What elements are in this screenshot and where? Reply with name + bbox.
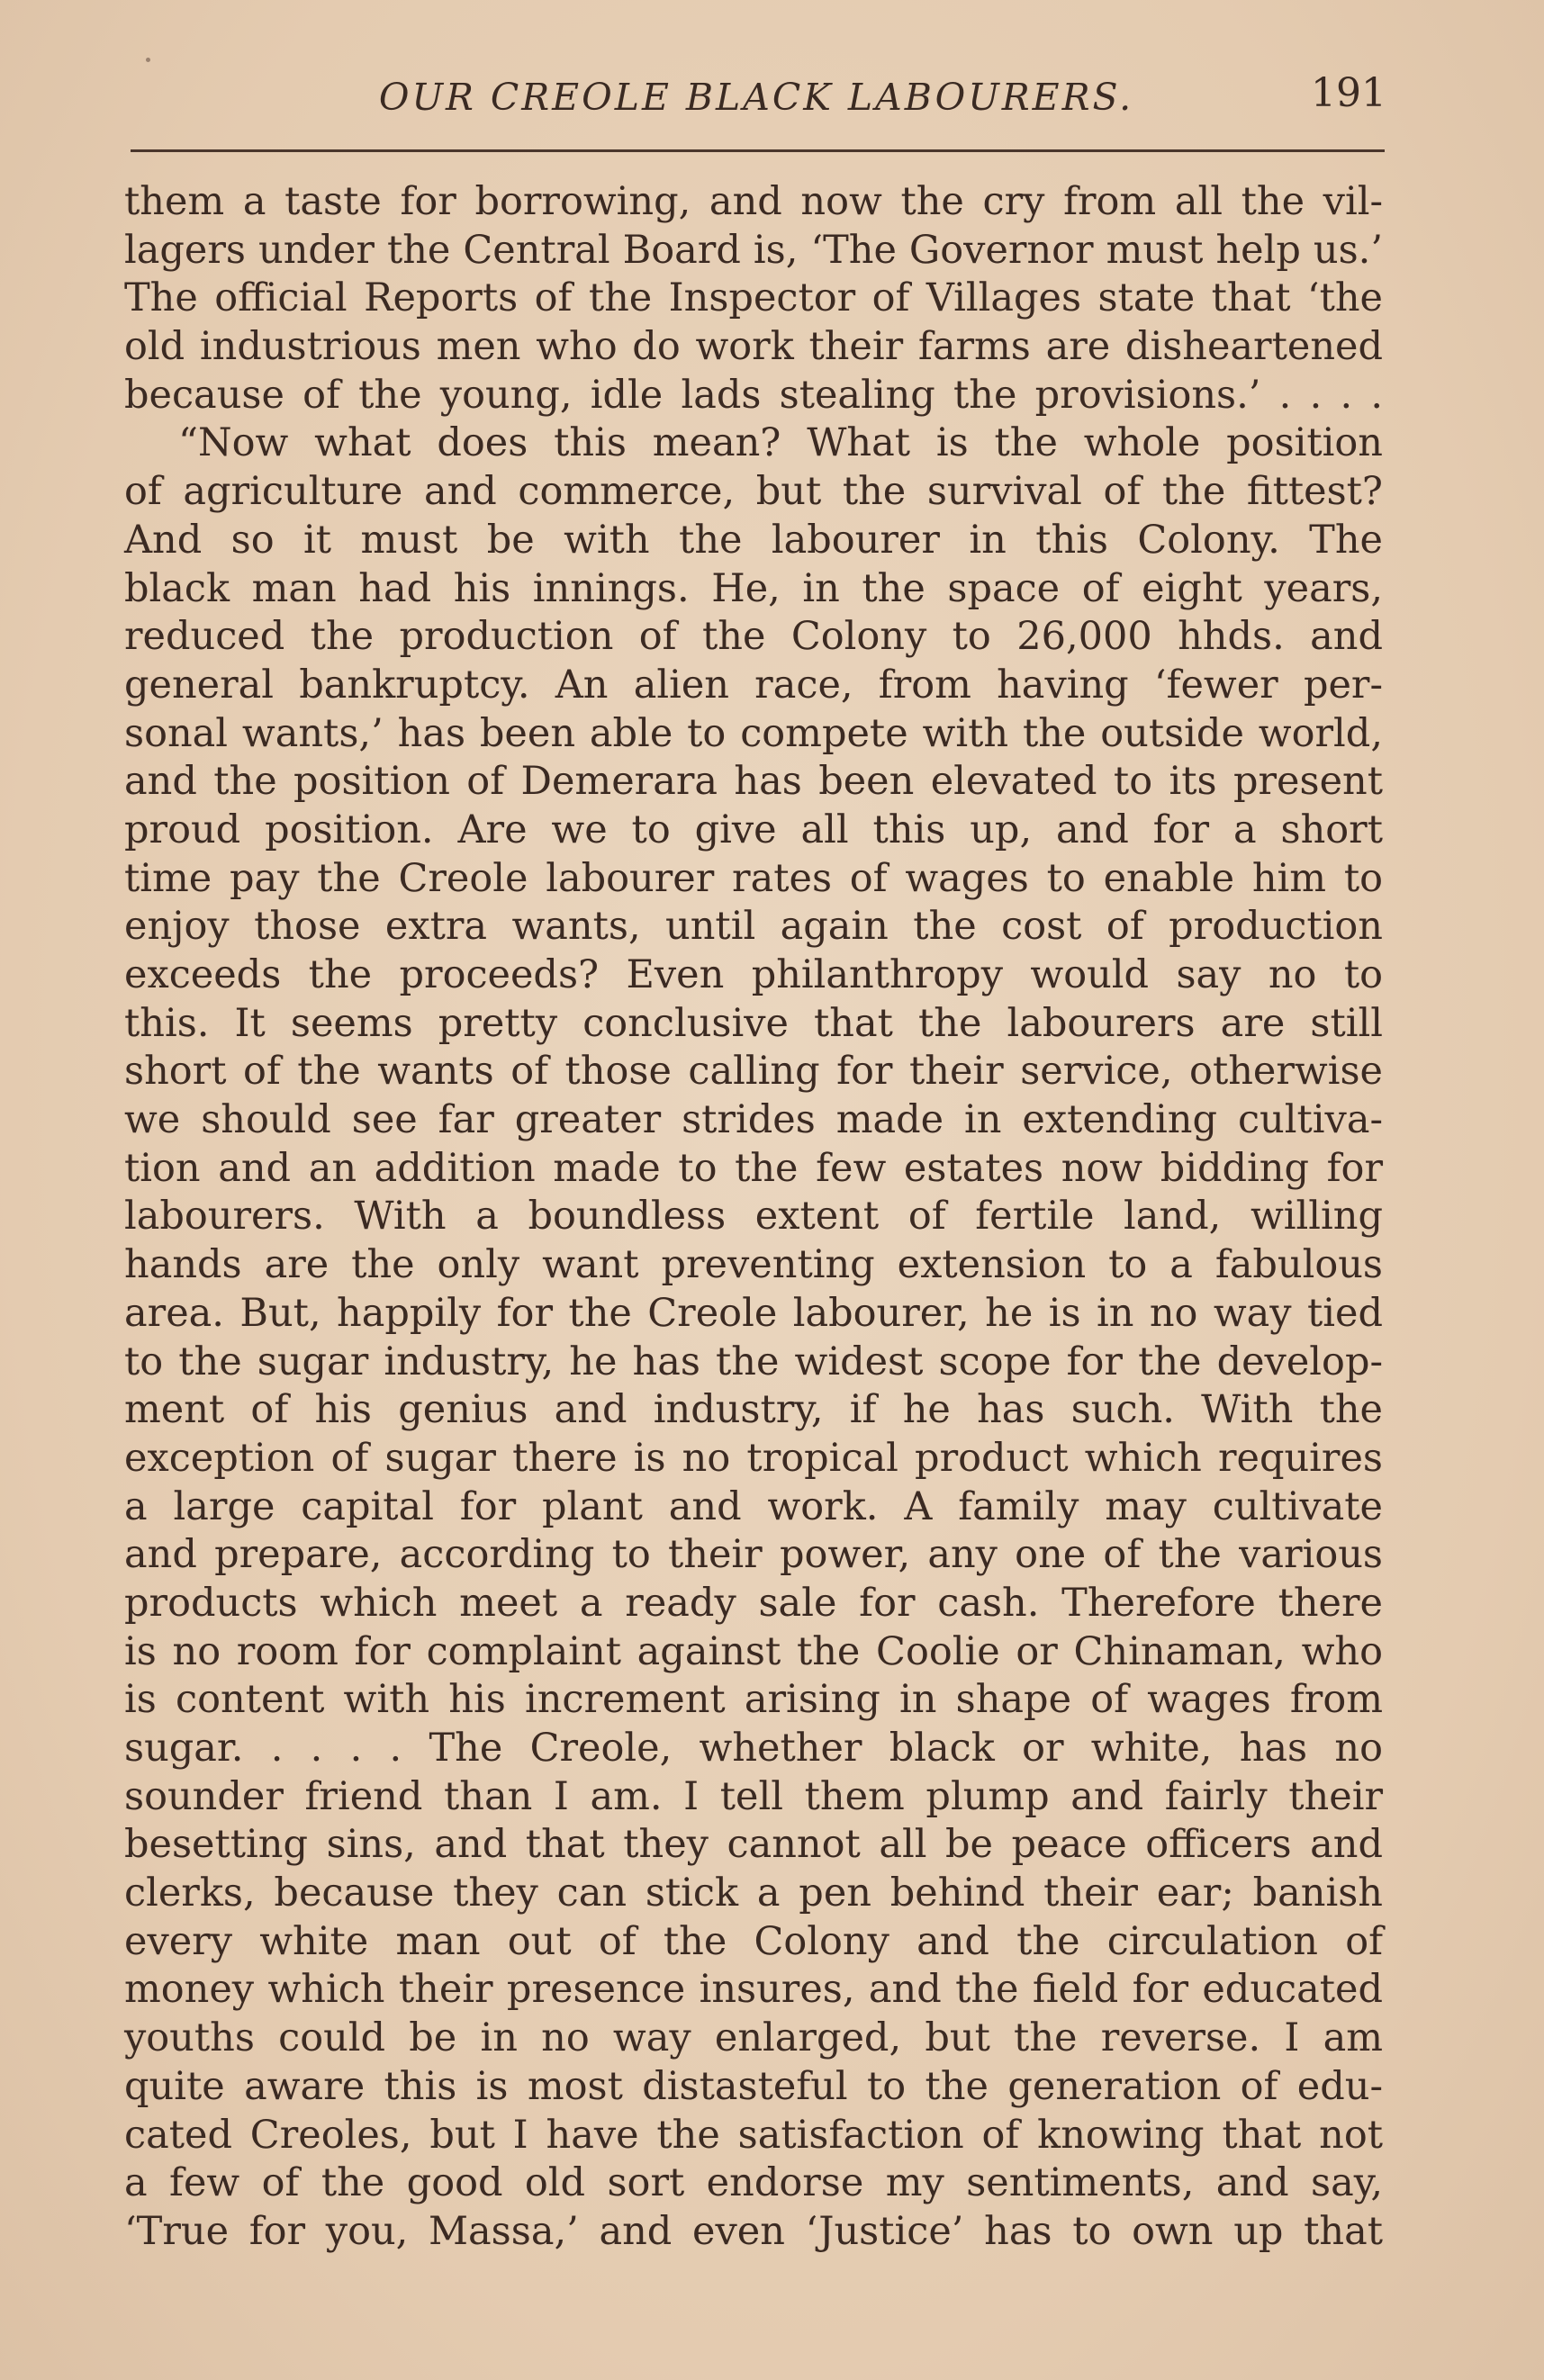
text-line: sounder friend than I am. I tell them plump and fairly their bbox=[124, 1773, 1383, 1819]
text-line: “Now what does this mean? What is the whole position bbox=[178, 420, 1383, 466]
text-line: ment of his genius and industry, if he has such. With the bbox=[124, 1387, 1383, 1433]
text-line: lagers under the Central Board is, ‘The Governor must help us.’ bbox=[124, 227, 1383, 273]
text-line: them a taste for borrowing, and now the cry from all the vil- bbox=[124, 179, 1383, 224]
text-line: short of the wants of those calling for their service, otherwise bbox=[124, 1049, 1383, 1095]
text-line: is content with his increment arising in shape of wages from bbox=[124, 1677, 1383, 1723]
text-line: ‘True for you, Massa,’ and even ‘Justice’ has to own up that bbox=[124, 2208, 1383, 2254]
text-line: is no room for complaint against the Coolie or Chinaman, who bbox=[124, 1628, 1383, 1674]
text-line: exception of sugar there is no tropical product which requires bbox=[124, 1435, 1383, 1481]
text-line: tion and an addition made to the few estates now bidding for bbox=[124, 1145, 1383, 1191]
text-line: a few of the good old sort endorse my sentiments, and say, bbox=[124, 2160, 1383, 2206]
text-line: and prepare, according to their power, any one of the various bbox=[124, 1532, 1383, 1578]
text-line: this. It seems pretty conclusive that the labourers are still bbox=[124, 1000, 1383, 1046]
text-line: The official Reports of the Inspector of Villages state that ‘the bbox=[124, 275, 1383, 321]
text-line: money which their presence insures, and the field for educated bbox=[124, 1967, 1383, 2013]
text-line: sugar. . . . . The Creole, whether black or white, has no bbox=[124, 1726, 1383, 1771]
running-head bbox=[126, 70, 1386, 133]
text-line: because of the young, idle lads stealing the provisions.’ . . . . bbox=[124, 372, 1383, 418]
text-line: sonal wants,’ has been able to compete with the outside world, bbox=[124, 710, 1383, 756]
text-line: quite aware this is most distasteful to the generation of edu- bbox=[124, 2063, 1383, 2109]
body-text bbox=[124, 178, 1383, 2257]
text-line: to the sugar industry, he has the widest scope for the develop- bbox=[124, 1339, 1383, 1384]
text-line: and the position of Demerara has been elevated to its present bbox=[124, 759, 1383, 805]
running-title: OUR CREOLE BLACK LABOURERS. bbox=[378, 76, 1134, 119]
text-line: every white man out of the Colony and the circulation of bbox=[124, 1918, 1383, 1964]
text-line: exceeds the proceeds? Even philanthropy would say no to bbox=[124, 952, 1383, 997]
text-line: clerks, because they can stick a pen behind their ear; banish bbox=[124, 1871, 1383, 1916]
text-line: labourers. With a boundless extent of fertile land, willing bbox=[124, 1194, 1383, 1240]
text-line: a large capital for plant and work. A family may cultivate bbox=[124, 1483, 1383, 1529]
text-line: area. But, happily for the Creole labourer, he is in no way tied bbox=[124, 1290, 1383, 1336]
text-line: besetting sins, and that they cannot all be peace officers and bbox=[124, 1822, 1383, 1868]
text-line: proud position. Are we to give all this up, and for a short bbox=[124, 807, 1383, 852]
text-line: cated Creoles, but I have the satisfaction of knowing that not bbox=[124, 2112, 1383, 2158]
text-line: products which meet a ready sale for cash. Therefore there bbox=[124, 1580, 1383, 1626]
text-line: time pay the Creole labourer rates of wages to enable him to bbox=[124, 855, 1383, 901]
header-rule bbox=[131, 149, 1385, 152]
text-line: youths could be in no way enlarged, but the reverse. I am bbox=[124, 2015, 1383, 2061]
paper-speck bbox=[146, 58, 150, 62]
text-line: enjoy those extra wants, until again the cost of production bbox=[124, 904, 1383, 950]
text-line: And so it must be with the labourer in this Colony. The bbox=[124, 517, 1383, 563]
text-line: general bankruptcy. An alien race, from having ‘fewer per- bbox=[124, 662, 1383, 708]
text-line: reduced the production of the Colony to 26,000 hhds. and bbox=[124, 614, 1383, 660]
page-number: 191 bbox=[1311, 70, 1386, 116]
text-line: hands are the only want preventing extension to a fabulous bbox=[124, 1242, 1383, 1288]
text-line: we should see far greater strides made in extending cultiva- bbox=[124, 1097, 1383, 1143]
text-line: old industrious men who do work their farms are disheartened bbox=[124, 324, 1383, 370]
text-line: black man had his innings. He, in the space of eight years, bbox=[124, 565, 1383, 611]
text-line: of agriculture and commerce, but the survival of the fittest? bbox=[124, 469, 1383, 515]
